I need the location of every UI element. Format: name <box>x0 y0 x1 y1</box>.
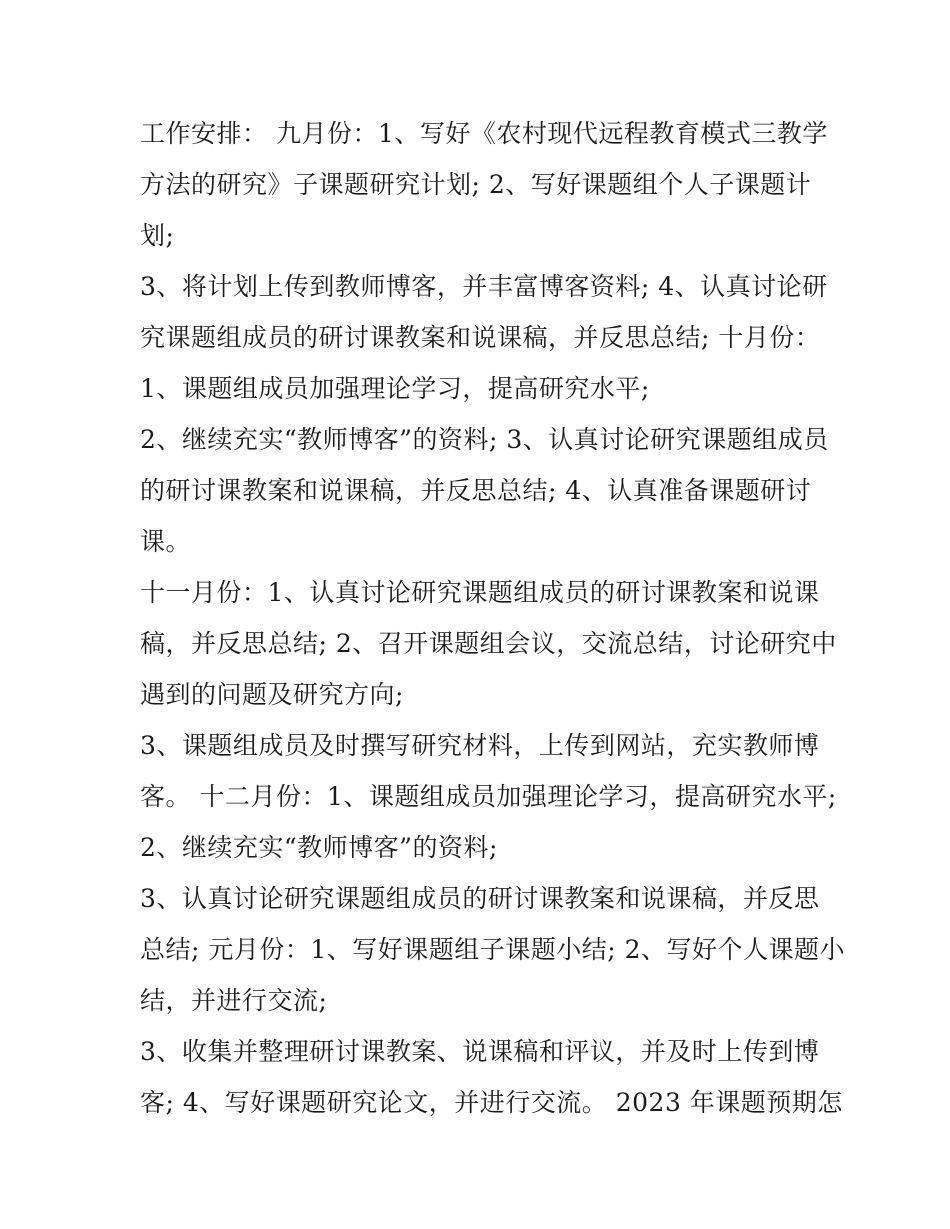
text-line: 3、认真讨论研究课题组成员的研讨课教案和说课稿，并反思 <box>140 884 820 913</box>
text-line: 稿，并反思总结; 2、召开课题组会议，交流总结，讨论研究中 <box>140 629 837 658</box>
text-line: 遇到的问题及研究方向; <box>140 680 404 709</box>
text-line: 方法的研究》子课题研究计划; 2、写好课题组个人子课题计 <box>140 170 812 199</box>
text-line: 划; <box>140 221 175 250</box>
text-line: 3、课题组成员及时撰写研究材料，上传到网站，充实教师博 <box>140 731 820 760</box>
text-line: 3、收集并整理研讨课教案、说课稿和评议，并及时上传到博 <box>140 1037 820 1066</box>
text-line: 的研讨课教案和说课稿，并反思总结; 4、认真准备课题研讨 <box>140 476 812 505</box>
text-line: 工作安排： 九月份：1、写好《农村现代远程教育模式三教学 <box>140 119 828 148</box>
text-line: 客; 4、写好课题研究论文，并进行交流。 2023 年课题预期怎 <box>140 1088 843 1117</box>
text-line: 2、继续充实“教师博客”的资料; <box>140 833 498 862</box>
text-line: 2、继续充实“教师博客”的资料; 3、认真讨论研究课题组成员 <box>140 425 829 454</box>
text-line: 结，并进行交流; <box>140 986 328 1015</box>
text-line: 十一月份：1、认真讨论研究课题组成员的研讨课教案和说课 <box>140 578 820 607</box>
text-line: 究课题组成员的研讨课教案和说课稿，并反思总结; 十月份： <box>140 323 821 352</box>
text-line: 总结; 元月份：1、写好课题组子课题小结; 2、写好个人课题小 <box>140 935 846 964</box>
text-line: 课。 <box>140 527 192 556</box>
text-line: 客。 十二月份：1、课题组成员加强理论学习，提高研究水平; <box>140 782 837 811</box>
text-line: 3、将计划上传到教师博客，并丰富博客资料; 4、认真讨论研 <box>140 272 828 301</box>
document-body <box>140 108 846 1128</box>
text-line: 1、课题组成员加强理论学习，提高研究水平; <box>140 374 650 403</box>
